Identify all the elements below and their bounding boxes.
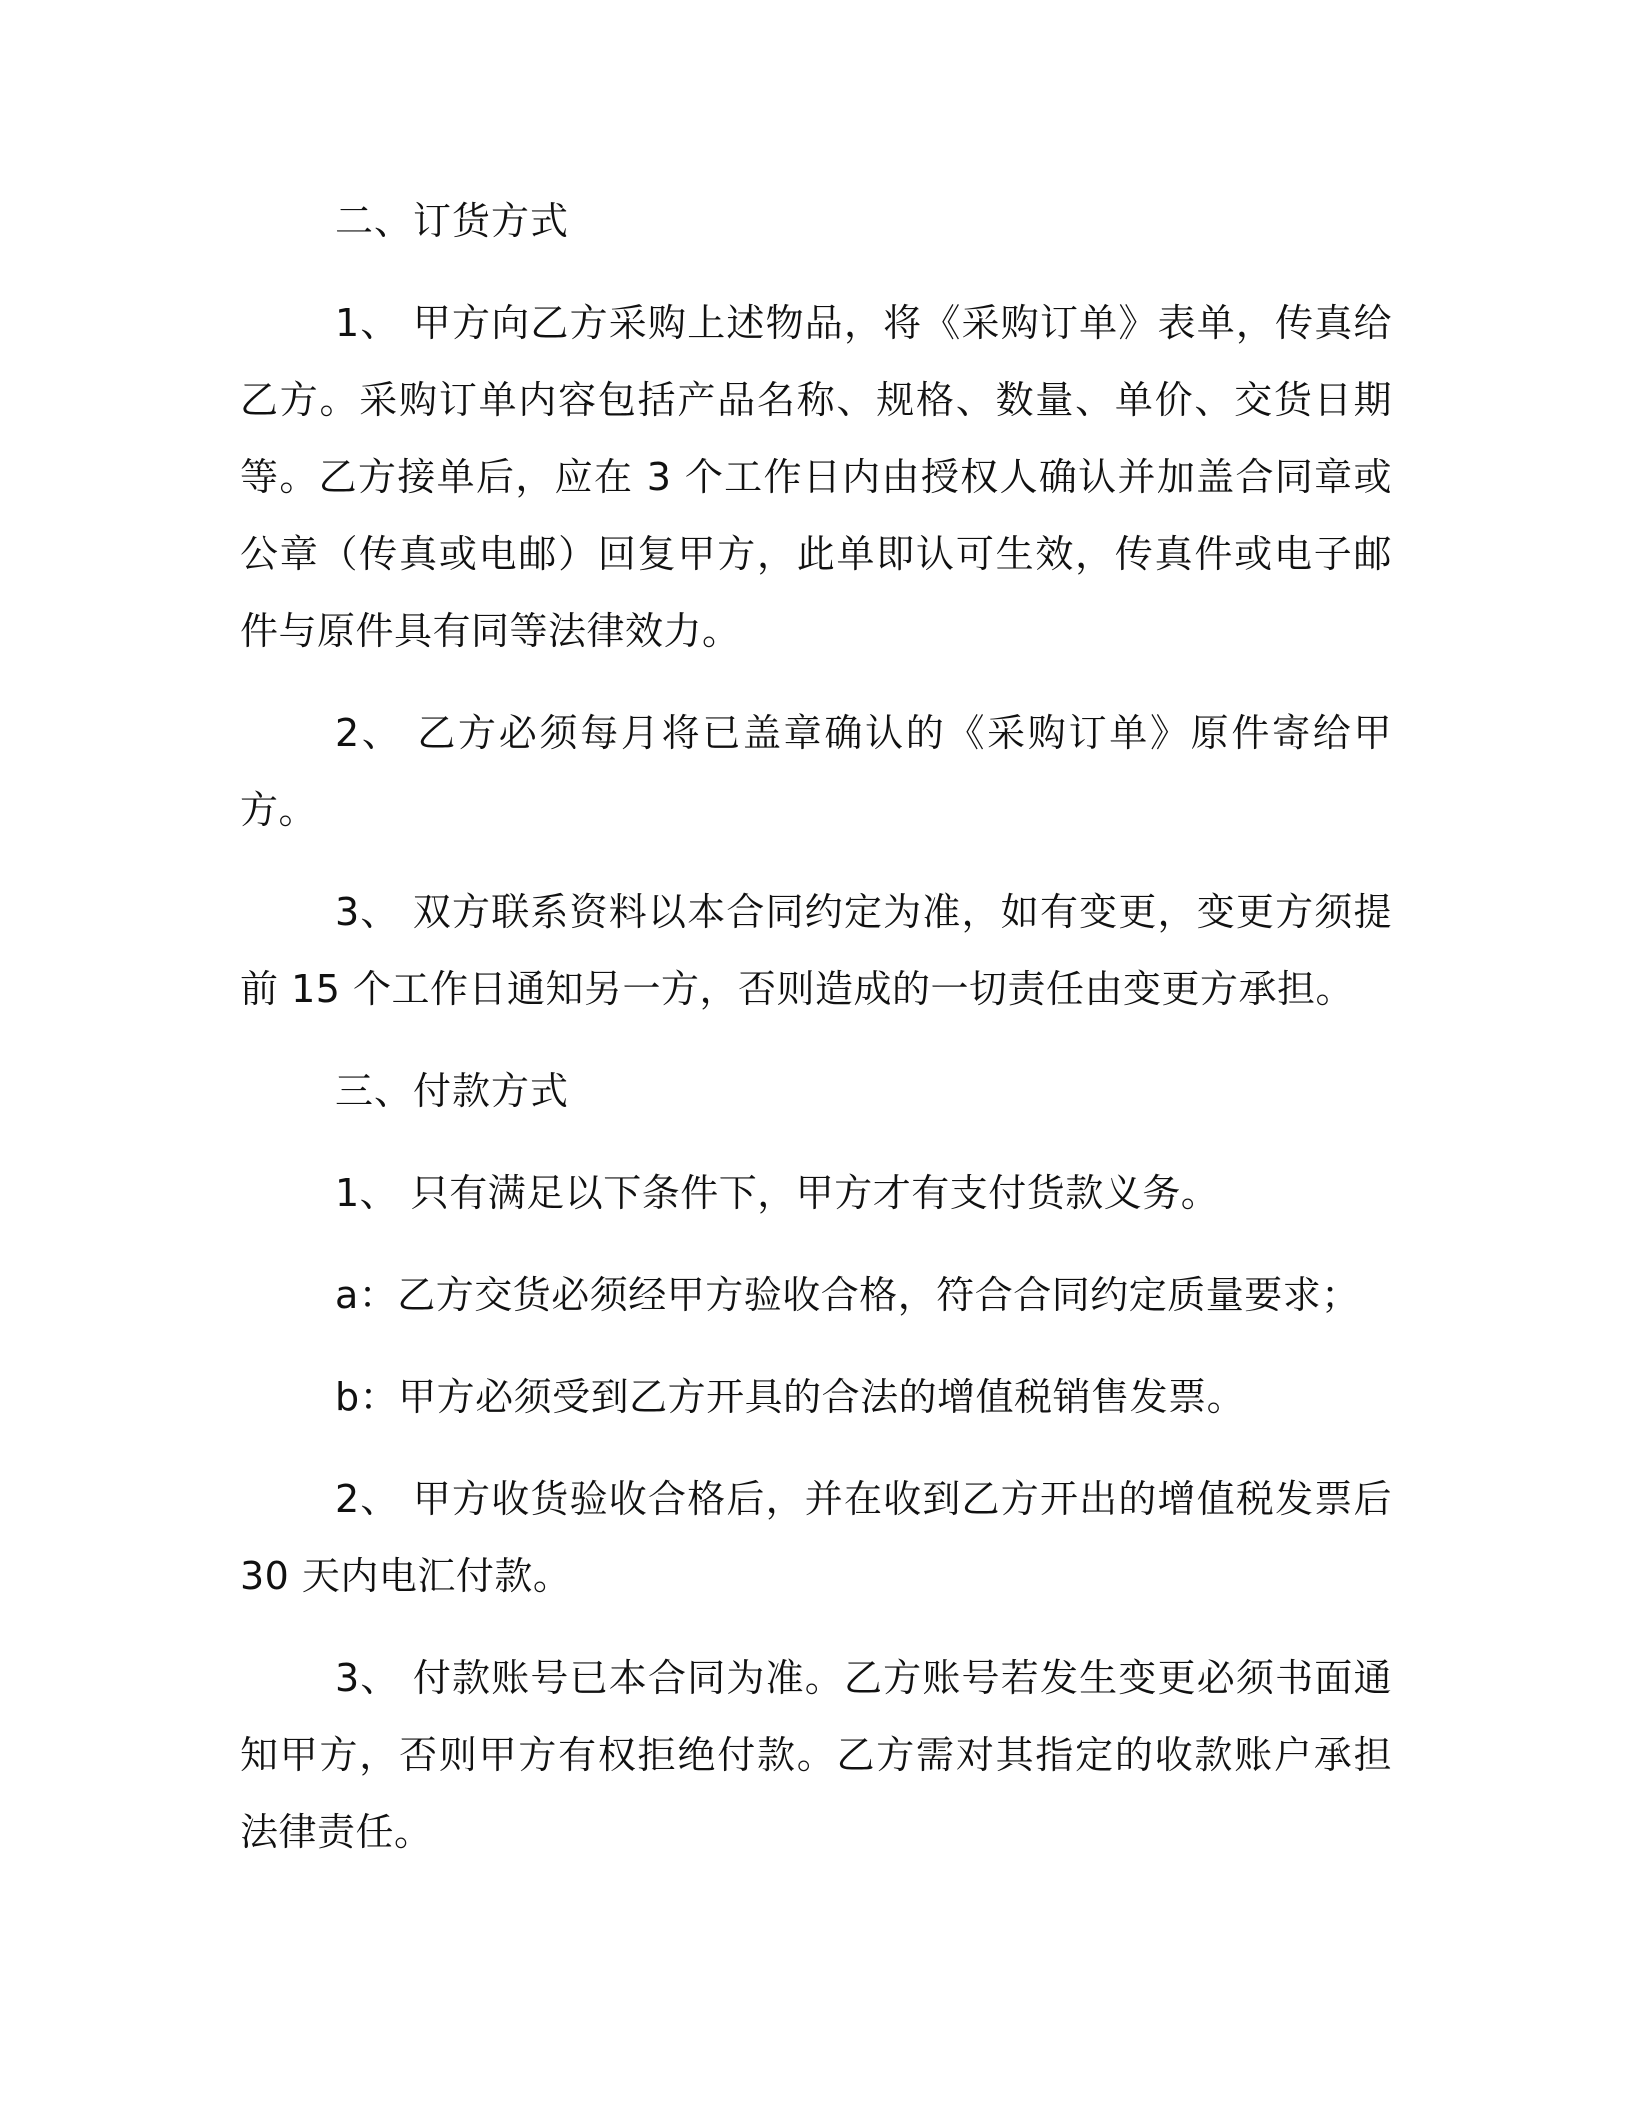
payment-condition-a: a：乙方交货必须经甲方验收合格，符合合同约定质量要求； bbox=[335, 1273, 1360, 1317]
payment-clause-3: 3、 付款账号已本合同为准。乙方账号若发生变更必须书面通知甲方，否则甲方有权拒绝付款。乙方需对其指定的收款账户承担法律责任。 bbox=[240, 1656, 1392, 1854]
ordering-clause-3: 3、 双方联系资料以本合同约定为准，如有变更，变更方须提前 15 个工作日通知另一方，否则造成的一切责任由变更方承担。 bbox=[240, 890, 1392, 1011]
ordering-clause-1: 1、 甲方向乙方采购上述物品，将《采购订单》表单，传真给乙方。采购订单内容包括产品名称、规格、数量、单价、交货日期等。乙方接单后，应在 3 个工作日内由授权人确认并加盖合同章或公章（传真或电邮）回复甲方，此单即认可生效，传真件或电子邮件与原件具有同等法律效力。 bbox=[240, 301, 1392, 653]
section-heading-payment: 三、付款方式 bbox=[335, 1069, 570, 1113]
ordering-clause-2: 2、 乙方必须每月将已盖章确认的《采购订单》原件寄给甲方。 bbox=[240, 711, 1392, 832]
section-heading-ordering: 二、订货方式 bbox=[335, 199, 570, 243]
document-page bbox=[240, 183, 1392, 1896]
payment-clause-1: 1、 只有满足以下条件下，甲方才有支付货款义务。 bbox=[335, 1171, 1220, 1215]
payment-condition-b: b：甲方必须受到乙方开具的合法的增值税销售发票。 bbox=[335, 1375, 1246, 1419]
payment-clause-2: 2、 甲方收货验收合格后，并在收到乙方开出的增值税发票后 30 天内电汇付款。 bbox=[240, 1477, 1392, 1598]
